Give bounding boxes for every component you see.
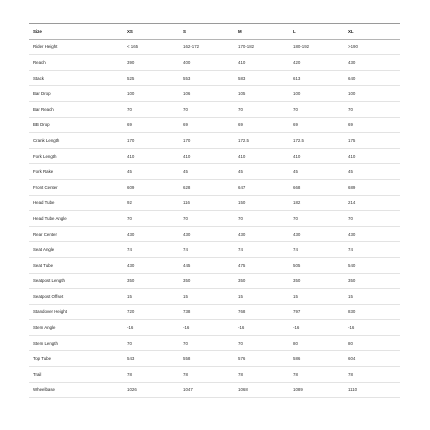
- table-row: [29, 304, 400, 320]
- table-cell: 410: [289, 148, 344, 164]
- table-cell: 525: [123, 70, 179, 86]
- table-cell: 586: [289, 351, 344, 367]
- table-cell: 430: [123, 257, 179, 273]
- table-cell: 445: [179, 257, 234, 273]
- table-cell: 609: [123, 179, 179, 195]
- geometry-table: [29, 23, 400, 398]
- table-cell: 170: [179, 133, 234, 149]
- table-cell: 70: [179, 335, 234, 351]
- table-cell: 350: [179, 273, 234, 289]
- table-row: [29, 211, 400, 227]
- table-cell: 558: [179, 351, 234, 367]
- table-cell: 70: [344, 101, 400, 117]
- row-label: Seatpost Offset: [29, 289, 123, 305]
- table-cell: 74: [289, 242, 344, 258]
- table-cell: 420: [289, 55, 344, 71]
- table-cell: 172.5: [234, 133, 289, 149]
- table-cell: 350: [123, 273, 179, 289]
- table-cell: 74: [234, 242, 289, 258]
- table-cell: 400: [179, 55, 234, 71]
- table-cell: 170: [123, 133, 179, 149]
- row-label: Reach: [29, 55, 123, 71]
- table-cell: 70: [289, 211, 344, 227]
- table-cell: 45: [344, 164, 400, 180]
- table-row: [29, 367, 400, 383]
- table-cell: 92: [123, 195, 179, 211]
- row-label: Seat Tube: [29, 257, 123, 273]
- row-label: Bar Reach: [29, 101, 123, 117]
- row-label: BB Drop: [29, 117, 123, 133]
- table-cell: 70: [234, 101, 289, 117]
- table-row: [29, 273, 400, 289]
- table-cell: 628: [179, 179, 234, 195]
- table-cell: 162-172: [179, 39, 234, 55]
- table-cell: 738: [179, 304, 234, 320]
- table-row: [29, 320, 400, 336]
- table-cell: 69: [234, 117, 289, 133]
- table-cell: 553: [179, 70, 234, 86]
- table-cell: 80: [289, 335, 344, 351]
- row-label: Head Tube: [29, 195, 123, 211]
- row-label: Bar Drop: [29, 86, 123, 102]
- table-row: [29, 179, 400, 195]
- table-row: [29, 289, 400, 305]
- column-header-size: Size: [29, 24, 123, 40]
- table-row: [29, 86, 400, 102]
- table-cell: < 165: [123, 39, 179, 55]
- row-label: Seat Angle: [29, 242, 123, 258]
- table-cell: 69: [289, 117, 344, 133]
- header-row: [29, 24, 400, 40]
- table-cell: 430: [344, 226, 400, 242]
- column-header-xs: XS: [123, 24, 179, 40]
- table-row: [29, 335, 400, 351]
- table-cell: 390: [123, 55, 179, 71]
- table-cell: 70: [234, 335, 289, 351]
- table-cell: 175: [344, 133, 400, 149]
- table-cell: 430: [234, 226, 289, 242]
- table-cell: 1068: [234, 382, 289, 398]
- table-cell: 540: [344, 257, 400, 273]
- table-cell: 70: [234, 211, 289, 227]
- table-cell: 689: [344, 179, 400, 195]
- table-cell: 350: [344, 273, 400, 289]
- row-label: Fork Rake: [29, 164, 123, 180]
- table-cell: 170-182: [234, 39, 289, 55]
- row-label: Top Tube: [29, 351, 123, 367]
- row-label: Head Tube Angle: [29, 211, 123, 227]
- row-label: Wheelbase: [29, 382, 123, 398]
- column-header-s: S: [179, 24, 234, 40]
- table-cell: 1089: [289, 382, 344, 398]
- table-cell: 505: [289, 257, 344, 273]
- row-label: Seatpost Length: [29, 273, 123, 289]
- table-cell: 15: [289, 289, 344, 305]
- table-cell: 78: [179, 367, 234, 383]
- row-label: Rear Center: [29, 226, 123, 242]
- table-cell: 15: [123, 289, 179, 305]
- table-cell: 70: [179, 101, 234, 117]
- table-cell: 475: [234, 257, 289, 273]
- table-cell: 180-192: [289, 39, 344, 55]
- table-row: [29, 148, 400, 164]
- table-cell: 116: [179, 195, 234, 211]
- table-cell: 70: [123, 335, 179, 351]
- table-cell: 78: [344, 367, 400, 383]
- row-label: Stack: [29, 70, 123, 86]
- table-cell: 350: [289, 273, 344, 289]
- table-cell: 100: [123, 86, 179, 102]
- table-cell: 74: [179, 242, 234, 258]
- table-row: [29, 70, 400, 86]
- table-cell: 106: [179, 86, 234, 102]
- table-cell: 45: [289, 164, 344, 180]
- table-cell: 69: [344, 117, 400, 133]
- table-cell: 45: [234, 164, 289, 180]
- table-cell: 576: [234, 351, 289, 367]
- row-label: Stem Angle: [29, 320, 123, 336]
- table-cell: 80: [344, 335, 400, 351]
- table-cell: 70: [344, 211, 400, 227]
- table-cell: 350: [234, 273, 289, 289]
- table-cell: 150: [234, 195, 289, 211]
- table-cell: 640: [344, 70, 400, 86]
- table-cell: 430: [344, 55, 400, 71]
- table-cell: 70: [289, 101, 344, 117]
- row-label: Standover Height: [29, 304, 123, 320]
- table-cell: 15: [179, 289, 234, 305]
- table-cell: 100: [344, 86, 400, 102]
- row-label: Front Center: [29, 179, 123, 195]
- table-row: [29, 257, 400, 273]
- table-cell: 70: [123, 211, 179, 227]
- table-cell: 430: [179, 226, 234, 242]
- table-row: [29, 133, 400, 149]
- table-cell: 668: [289, 179, 344, 195]
- column-header-l: L: [289, 24, 344, 40]
- table-cell: 830: [344, 304, 400, 320]
- table-cell: 100: [289, 86, 344, 102]
- table-cell: 613: [289, 70, 344, 86]
- table-cell: 15: [234, 289, 289, 305]
- table-cell: -16: [123, 320, 179, 336]
- table-cell: 410: [344, 148, 400, 164]
- table-cell: 78: [289, 367, 344, 383]
- table-cell: 543: [123, 351, 179, 367]
- table-row: [29, 39, 400, 55]
- table-cell: 45: [123, 164, 179, 180]
- table-cell: 214: [344, 195, 400, 211]
- row-label: Trail: [29, 367, 123, 383]
- table-row: [29, 101, 400, 117]
- table-row: [29, 117, 400, 133]
- table-cell: 70: [179, 211, 234, 227]
- column-header-m: M: [234, 24, 289, 40]
- table-cell: 430: [123, 226, 179, 242]
- table-cell: 15: [344, 289, 400, 305]
- table-cell: 105: [234, 86, 289, 102]
- table-row: [29, 242, 400, 258]
- table-cell: -16: [179, 320, 234, 336]
- table-cell: 647: [234, 179, 289, 195]
- table-cell: 45: [179, 164, 234, 180]
- table-row: [29, 226, 400, 242]
- table-cell: 172.5: [289, 133, 344, 149]
- table-cell: 1110: [344, 382, 400, 398]
- table-row: [29, 195, 400, 211]
- table-cell: 182: [289, 195, 344, 211]
- table-row: [29, 164, 400, 180]
- table-cell: 69: [123, 117, 179, 133]
- table-cell: 78: [234, 367, 289, 383]
- table-cell: -16: [344, 320, 400, 336]
- table-row: [29, 351, 400, 367]
- table-cell: 74: [123, 242, 179, 258]
- table-cell: 74: [344, 242, 400, 258]
- table-row: [29, 382, 400, 398]
- table-cell: 410: [234, 55, 289, 71]
- row-label: Rider Height: [29, 39, 123, 55]
- table-row: [29, 55, 400, 71]
- table-cell: 410: [234, 148, 289, 164]
- table-cell: 797: [289, 304, 344, 320]
- table-cell: 1047: [179, 382, 234, 398]
- table-cell: 410: [179, 148, 234, 164]
- table-cell: 720: [123, 304, 179, 320]
- table-cell: 430: [289, 226, 344, 242]
- column-header-xl: XL: [344, 24, 400, 40]
- table-cell: 768: [234, 304, 289, 320]
- table-cell: 583: [234, 70, 289, 86]
- row-label: Stem Length: [29, 335, 123, 351]
- table-cell: 604: [344, 351, 400, 367]
- row-label: Fork Length: [29, 148, 123, 164]
- table-cell: 1026: [123, 382, 179, 398]
- table-cell: 410: [123, 148, 179, 164]
- table-cell: 70: [123, 101, 179, 117]
- table-cell: 69: [179, 117, 234, 133]
- table-cell: -16: [234, 320, 289, 336]
- row-label: Crank Length: [29, 133, 123, 149]
- table-cell: >190: [344, 39, 400, 55]
- table-body: [29, 39, 400, 398]
- table-cell: -16: [289, 320, 344, 336]
- table-cell: 78: [123, 367, 179, 383]
